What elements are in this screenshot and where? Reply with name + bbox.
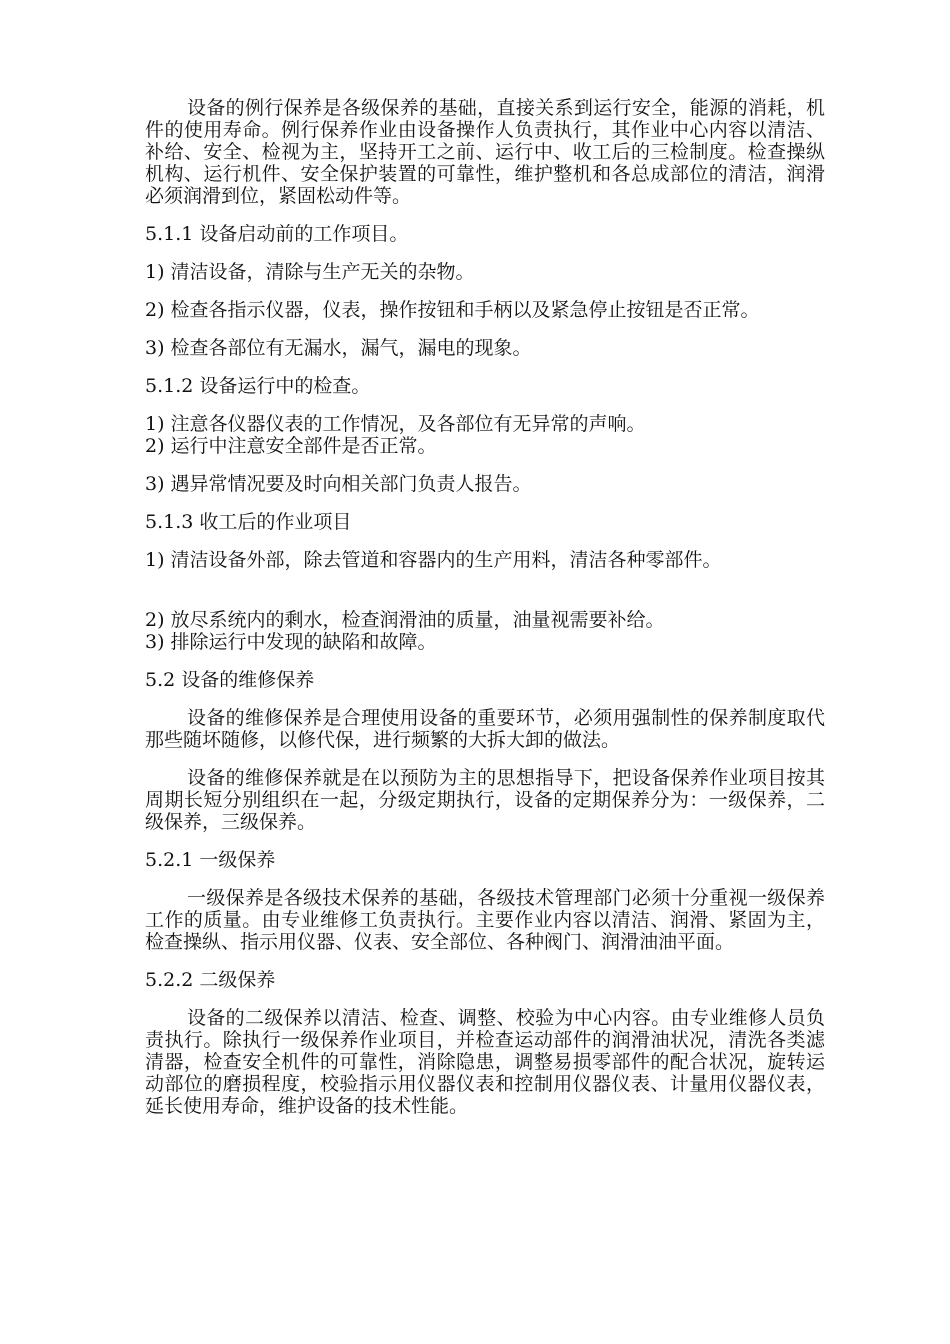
section-5-2-title: 5.2 设备的维修保养 <box>145 669 315 691</box>
intro-paragraph: 设备的例行保养是各级保养的基础，直接关系到运行安全，能源的消耗，机件的使用寿命。例行保养作业由设备操作人负责执行，其作业中心内容以清洁、补给、安全、检视为主，坚持开工之前、运行中、收工后的三检制度。检查操纵机构、运行机件、安全保护装置的可靠性，维护整机和各总成部位的清洁，润滑必须润滑到位，紧固松动件等。 <box>145 97 825 207</box>
section-5-1-2-title: 5.1.2 设备运行中的检查。 <box>145 375 371 397</box>
section-5-2-paragraph-2: 设备的维修保养就是在以预防为主的思想指导下，把设备保养作业项目按其周期长短分别组织在一起，分级定期执行，设备的定期保养分为：一级保养，二级保养，三级保养。 <box>145 767 825 833</box>
document-page <box>145 97 825 1133</box>
list-item: 1) 注意各仪器仪表的工作情况，及各部位有无异常的声响。 <box>145 413 646 435</box>
list-item: 3) 排除运行中发现的缺陷和故障。 <box>145 631 437 653</box>
list-item: 3) 遇异常情况要及时向相关部门负责人报告。 <box>145 473 532 495</box>
section-5-2-paragraph-1: 设备的维修保养是合理使用设备的重要环节，必须用强制性的保养制度取代那些随坏随修，以修代保，进行频繁的大拆大卸的做法。 <box>145 707 825 751</box>
section-5-2-2-paragraph: 设备的二级保养以清洁、检查、调整、校验为中心内容。由专业维修人员负责执行。除执行一级保养作业项目，并检查运动部件的润滑油状况，清洗各类滤清器，检查安全机件的可靠性，消除隐患，调整易损零部件的配合状况，旋转运动部位的磨损程度，校验指示用仪器仪表和控制用仪器仪表、计量用仪器仪表，延长使用寿命，维护设备的技术性能。 <box>145 1007 825 1117</box>
list-item: 2) 检查各指示仪器，仪表，操作按钮和手柄以及紧急停止按钮是否正常。 <box>145 299 760 321</box>
section-5-2-1-paragraph: 一级保养是各级技术保养的基础，各级技术管理部门必须十分重视一级保养工作的质量。由专业维修工负责执行。主要作业内容以清洁、润滑、紧固为主，检查操纵、指示用仪器、仪表、安全部位、各种阀门、润滑油油平面。 <box>145 887 825 953</box>
list-item: 1) 清洁设备，清除与生产无关的杂物。 <box>145 261 475 283</box>
list-item: 2) 放尽系统内的剩水，检查润滑油的质量，油量视需要补给。 <box>145 609 665 631</box>
list-item: 2) 运行中注意安全部件是否正常。 <box>145 435 437 457</box>
list-item: 1) 清洁设备外部，除去管道和容器内的生产用料，清洁各种零部件。 <box>145 549 722 571</box>
list-item: 3) 检查各部位有无漏水，漏气，漏电的现象。 <box>145 337 532 359</box>
section-5-1-3-title: 5.1.3 收工后的作业项目 <box>145 511 352 533</box>
section-5-2-2-title: 5.2.2 二级保养 <box>145 969 276 991</box>
section-5-1-1-title: 5.1.1 设备启动前的工作项目。 <box>145 223 409 245</box>
section-5-2-1-title: 5.2.1 一级保养 <box>145 849 276 871</box>
